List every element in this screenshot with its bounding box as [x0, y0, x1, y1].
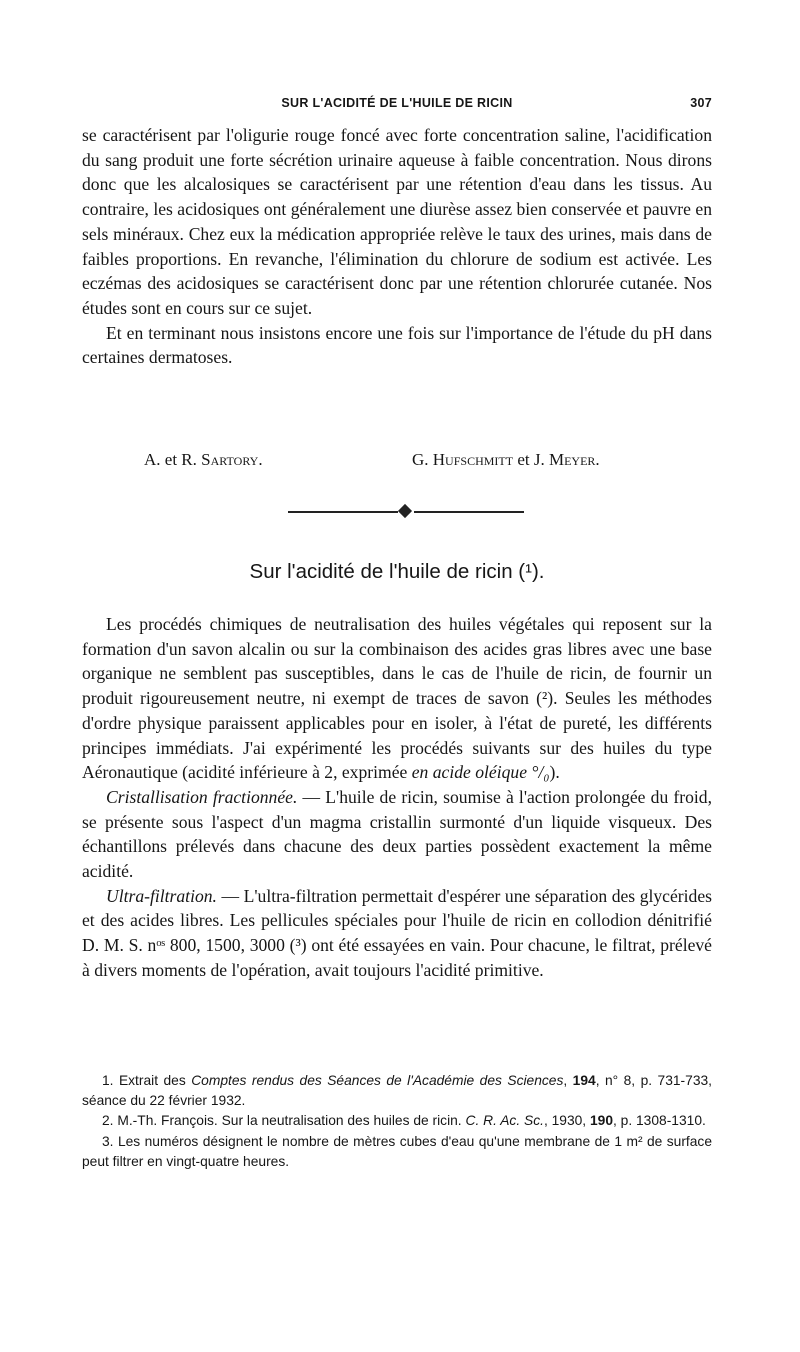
body-paragraph: Les procédés chimiques de neutralisation des huiles végétales qui reposent sur la formation d'un savon alcalin ou sur la combinaison des acides gras libres avec une base organique ne semblent pas susceptibles, dans le cas de l'huile de ricin, de fournir un produit rigoureusement neutre, ni exempt de traces de savon (²). Seules les méthodes d'ordre physique paraissent applicables pour en isoler, à l'état de pureté, les différents principes immédiats. J'ai expérimenté les procédés suivants sur des huiles du type Aéronautique (acidité inférieure à 2, exprimée en acide oléique °/₀).: [82, 614, 712, 783]
body-paragraph: Ultra-filtration. — L'ultra-filtration permettait d'espérer une séparation des glycérides et des acides libres. Les pellicules spéciales pour l'huile de ricin en collodion dénitrifié D. M. S. nᵒˢ 800, 1500, 3000 (³) ont été essayées en vain. Pour chacune, le filtrat, prélevé à divers moments de l'opération, avait toujours l'acidité primitive.: [82, 885, 712, 980]
body-paragraph: Et en terminant nous insistons encore une fois sur l'importance de l'étude du pH dans certaines dermatoses.: [82, 322, 712, 368]
signature-left: A. et R. Sartory.: [144, 450, 263, 469]
diamond-icon: [398, 504, 412, 518]
footnote: 1. Extrait des Comptes rendus des Séances de l'Académie des Sciences, 194, n° 8, p. 731-733, séance du 22 février 1932.: [82, 1073, 713, 1109]
running-head: [82, 96, 712, 116]
title-footnote-ref: (¹).: [518, 560, 545, 583]
page-number: 307: [690, 96, 712, 110]
footnote: 2. M.-Th. François. Sur la neutralisation des huiles de ricin. C. R. Ac. Sc., 1930, 190, p. 1308-1310.: [102, 1113, 706, 1129]
subsection-lead: Cristallisation fractionnée.: [106, 786, 298, 807]
footnotes: [82, 1071, 712, 1172]
article-body: [82, 612, 712, 983]
body-paragraph: Cristallisation fractionnée. — L'huile de ricin, soumise à l'action prolongée du froid, se présente sous l'aspect d'un magma cristallin surmonté d'un liquide visqueux. Des échantillons prélevés dans chacune des deux parties possèdent exactement la même acidité.: [82, 786, 713, 882]
footnote: 3. Les numéros désignent le nombre de mètres cubes d'eau qu'une membrane de 1 m² de surface peut filtrer en vingt-quatre heures.: [82, 1133, 712, 1169]
section-divider-ornament: [288, 502, 528, 522]
subsection-lead: Ultra-filtration.: [106, 885, 217, 906]
article-title: Sur l'acidité de l'huile de ricin (¹).: [249, 560, 545, 583]
body-paragraph: se caractérisent par l'oligurie rouge foncé avec forte concentration saline, l'acidification du sang produit une forte sécrétion urinaire aqueuse à faible concentration. Nous dirons donc que les alcalosiques se caractérisent par une rétention d'eau dans les tissus. Au contraire, les acidosiques ont généralement une diurèse assez bien conservée et pauvre en sels minéraux. Chez eux la médication appropriée relève le taux des urines, mais dans de faibles proportions. En revanche, l'élimination du chlorure de sodium est activée. Les eczémas des acidosiques se caractérisent donc par une rétention chlorurée cutanée. Nos études sont en cours sur ce sujet.: [82, 125, 712, 318]
running-head-title: SUR L'ACIDITÉ DE L'HUILE DE RICIN: [281, 96, 513, 110]
signature-right: G. Hufschmitt et J. Meyer.: [412, 450, 600, 469]
previous-article-conclusion: [82, 123, 712, 370]
author-signatures: [82, 450, 712, 474]
